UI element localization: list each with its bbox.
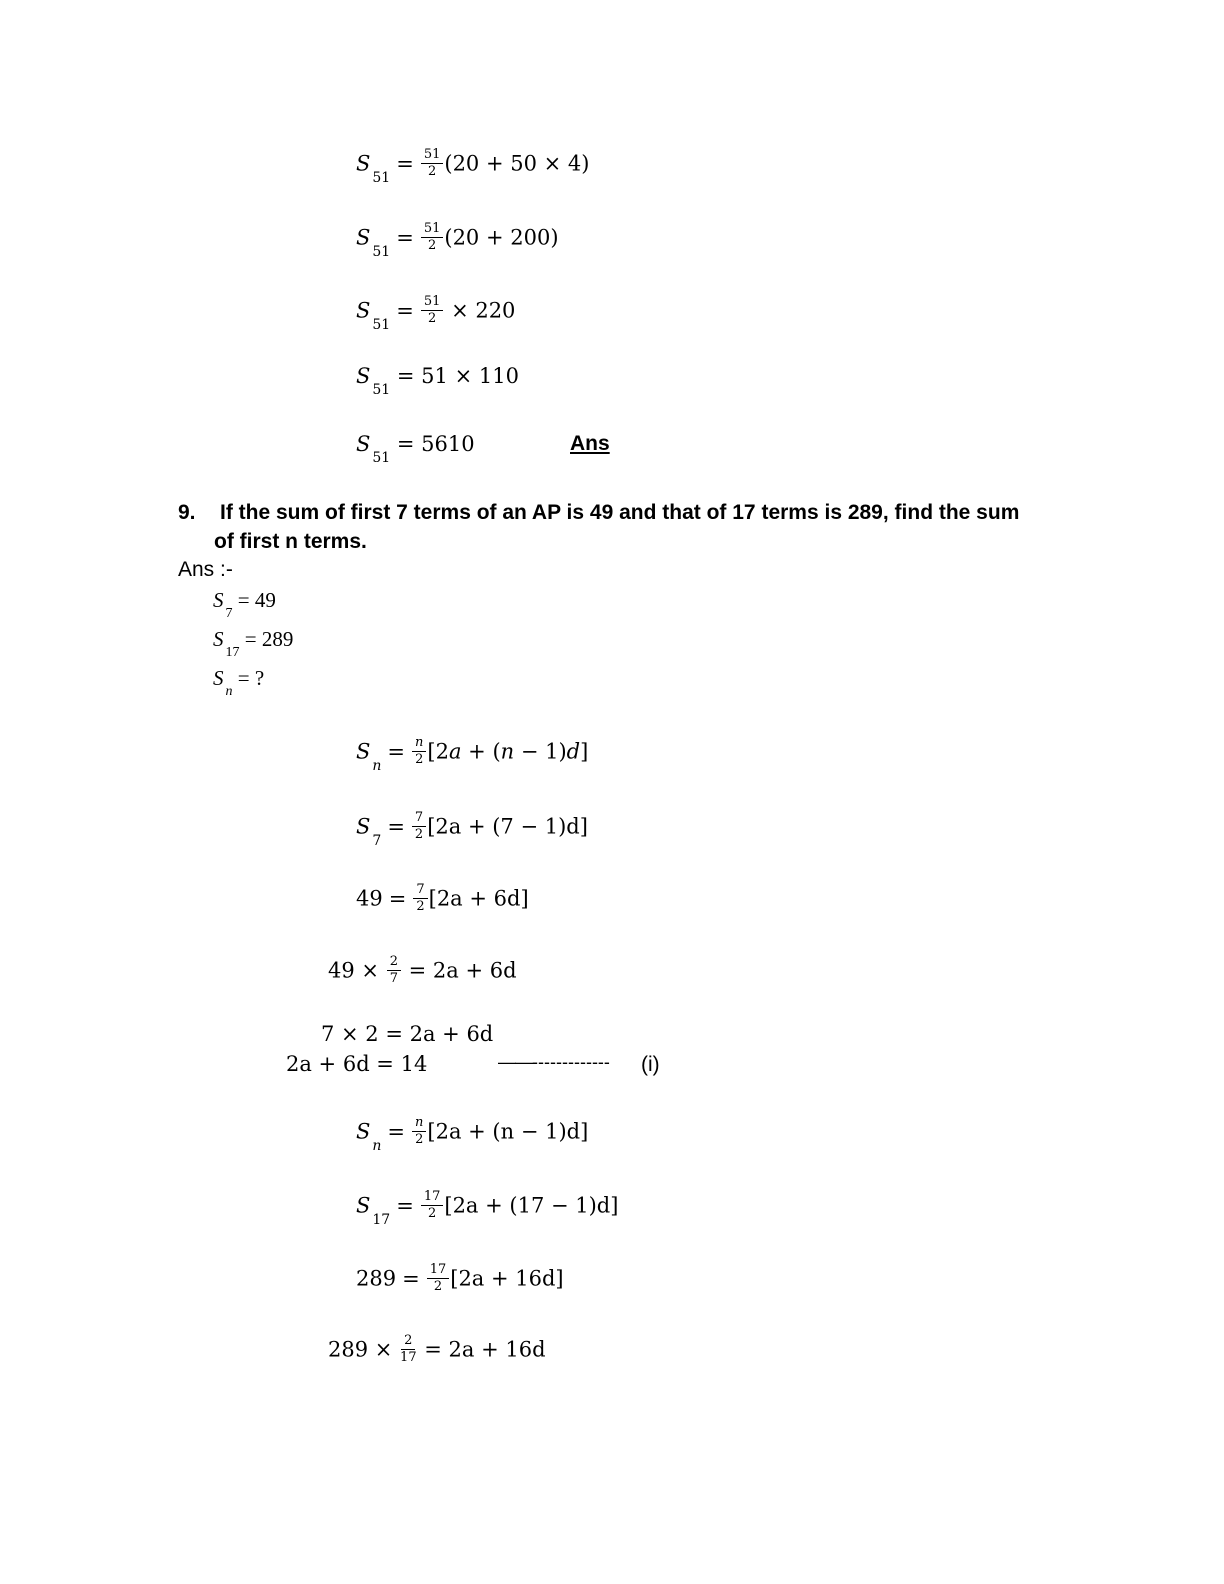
numerator: n <box>412 1116 426 1132</box>
subscript: 17 <box>225 645 240 660</box>
denominator: 2 <box>415 751 424 767</box>
symbol-s: S <box>356 739 371 764</box>
given-s7 <box>213 588 276 621</box>
numerator: 2 <box>401 1334 415 1350</box>
expression: = 289 <box>244 627 294 651</box>
symbol-s: S <box>356 1193 371 1218</box>
numerator: 7 <box>413 883 427 899</box>
subscript: 17 <box>372 1211 391 1228</box>
subscript: 51 <box>372 243 391 260</box>
subscript: 51 <box>372 450 391 466</box>
equation-i: 2a + 6d = 14 <box>286 1052 428 1076</box>
equation-dash-line: ——------------- <box>498 1052 610 1072</box>
expression: = 2a + 16d <box>424 1337 546 1362</box>
subscript: n <box>372 1137 382 1154</box>
equation-sn-formula-2: $S_n=$ $\frac{n}{2}$ [2a + (n − 1)d] <box>356 1115 589 1154</box>
subscript: n <box>225 684 233 699</box>
expression: [2a + (17 − 1)d] <box>444 1193 619 1218</box>
fraction <box>413 883 427 913</box>
denominator: 2 <box>427 237 437 253</box>
equation-sn-formula: $S_n=$ $\frac{n}{2}$ [2a + (n − 1)d] <box>356 735 589 774</box>
variable-d: d <box>566 739 581 764</box>
symbol-s: S <box>356 364 371 388</box>
symbol-s: S <box>356 298 371 323</box>
expression: [2a + (7 − 1)d] <box>427 814 588 839</box>
symbol-s: S <box>213 666 224 690</box>
fraction <box>387 955 401 985</box>
equation-289: 289 = $\frac{17}{2}$ [2a + 16d] <box>356 1262 564 1294</box>
subscript: 51 <box>372 169 391 186</box>
ans-label: Ans <box>570 432 610 455</box>
expression-part: − 1) <box>514 739 567 764</box>
fraction <box>421 295 444 325</box>
fraction <box>412 1116 426 1146</box>
numerator: 17 <box>421 1190 444 1206</box>
symbol-s: S <box>213 588 224 612</box>
equation-s7-substituted: $S_7=$ $\frac{7}{2}$ [2a + (7 − 1)d] <box>356 810 588 849</box>
equation-49-times <box>328 954 517 987</box>
denominator: 17 <box>400 1349 417 1365</box>
symbol-s: S <box>356 151 371 176</box>
denominator: 2 <box>415 1131 424 1147</box>
question-number: 9. <box>178 501 196 524</box>
numerator: 51 <box>421 148 444 164</box>
numerator: n <box>412 736 426 752</box>
expression: = 49 <box>237 588 276 612</box>
fraction <box>421 222 444 252</box>
numerator: 7 <box>412 811 426 827</box>
expression: = ? <box>237 666 265 690</box>
expression-part: + ( <box>461 739 501 764</box>
question-text-line1: If the sum of first 7 terms of an AP is 49 and that of 17 terms is 289, find the sum <box>220 501 1020 524</box>
equation-289-times <box>328 1333 546 1366</box>
equation-label-i: (i) <box>641 1053 660 1076</box>
lhs: 289 × <box>328 1337 393 1362</box>
expression: [2a + (n − 1)d] <box>427 1119 589 1144</box>
denominator: 2 <box>433 1278 443 1294</box>
fraction <box>421 1190 444 1220</box>
expression: (20 + 50 × 4) <box>444 151 590 176</box>
equation-7x2: 7 × 2 = 2a + 6d <box>321 1022 494 1046</box>
expression-part: [2 <box>427 739 449 764</box>
fraction <box>412 736 426 766</box>
equation-s51-step4 <box>356 364 519 398</box>
numerator: 51 <box>421 295 444 311</box>
symbol-s: S <box>213 627 224 651</box>
expression: = 51 × 110 <box>396 364 519 388</box>
subscript: 7 <box>372 832 382 849</box>
symbol-s: S <box>356 814 371 839</box>
denominator: 2 <box>427 163 437 179</box>
symbol-s: S <box>356 1119 371 1144</box>
lhs: 49 <box>356 886 383 911</box>
equation-s51-step1: $S_{51}=$ $\frac{51}{2}$ (20 + 50 × 4) <box>356 147 590 186</box>
subscript: n <box>372 757 382 774</box>
equation-s51-result <box>356 432 475 466</box>
fraction <box>412 811 426 841</box>
denominator: 2 <box>414 826 424 842</box>
equation-49: 49 = $\frac{7}{2}$ [2a + 6d] <box>356 882 529 914</box>
numerator: 51 <box>421 222 444 238</box>
fraction <box>400 1334 417 1364</box>
question-text-line2: of first n terms. <box>214 530 367 553</box>
equation-s17-substituted: $S_{17}=$ $\frac{17}{2}$ [2a + (17 − 1)d] <box>356 1189 619 1228</box>
subscript: 51 <box>372 382 391 398</box>
subscript: 51 <box>372 316 391 333</box>
expression: = 2a + 6d <box>408 958 517 983</box>
subscript: 7 <box>225 606 233 621</box>
denominator: 2 <box>416 898 425 914</box>
symbol-s: S <box>356 225 371 250</box>
symbol-s: S <box>356 432 371 456</box>
expression: × 220 <box>451 298 516 323</box>
denominator: 2 <box>427 1205 437 1221</box>
variable-a: a <box>448 739 462 764</box>
denominator: 7 <box>389 970 398 986</box>
numerator: 17 <box>427 1263 450 1279</box>
given-sn <box>213 666 265 699</box>
equation-s51-step2: $S_{51}=$ $\frac{51}{2}$ (20 + 200) <box>356 221 559 260</box>
lhs: 289 <box>356 1266 397 1291</box>
lhs: 49 × <box>328 958 379 983</box>
expression-part: ] <box>580 739 589 764</box>
fraction <box>421 148 444 178</box>
equation-s51-step3: $S_{51}=$ $\frac{51}{2}$ × 220 <box>356 294 516 333</box>
numerator: 2 <box>387 955 401 971</box>
expression: = 5610 <box>396 432 475 456</box>
variable-n: n <box>500 739 515 764</box>
answer-label: Ans :- <box>178 558 233 581</box>
given-s17 <box>213 627 294 660</box>
expression: [2a + 16d] <box>450 1266 564 1291</box>
fraction <box>427 1263 450 1293</box>
expression: [2a + 6d] <box>428 886 529 911</box>
denominator: 2 <box>427 310 437 326</box>
expression: (20 + 200) <box>444 225 559 250</box>
